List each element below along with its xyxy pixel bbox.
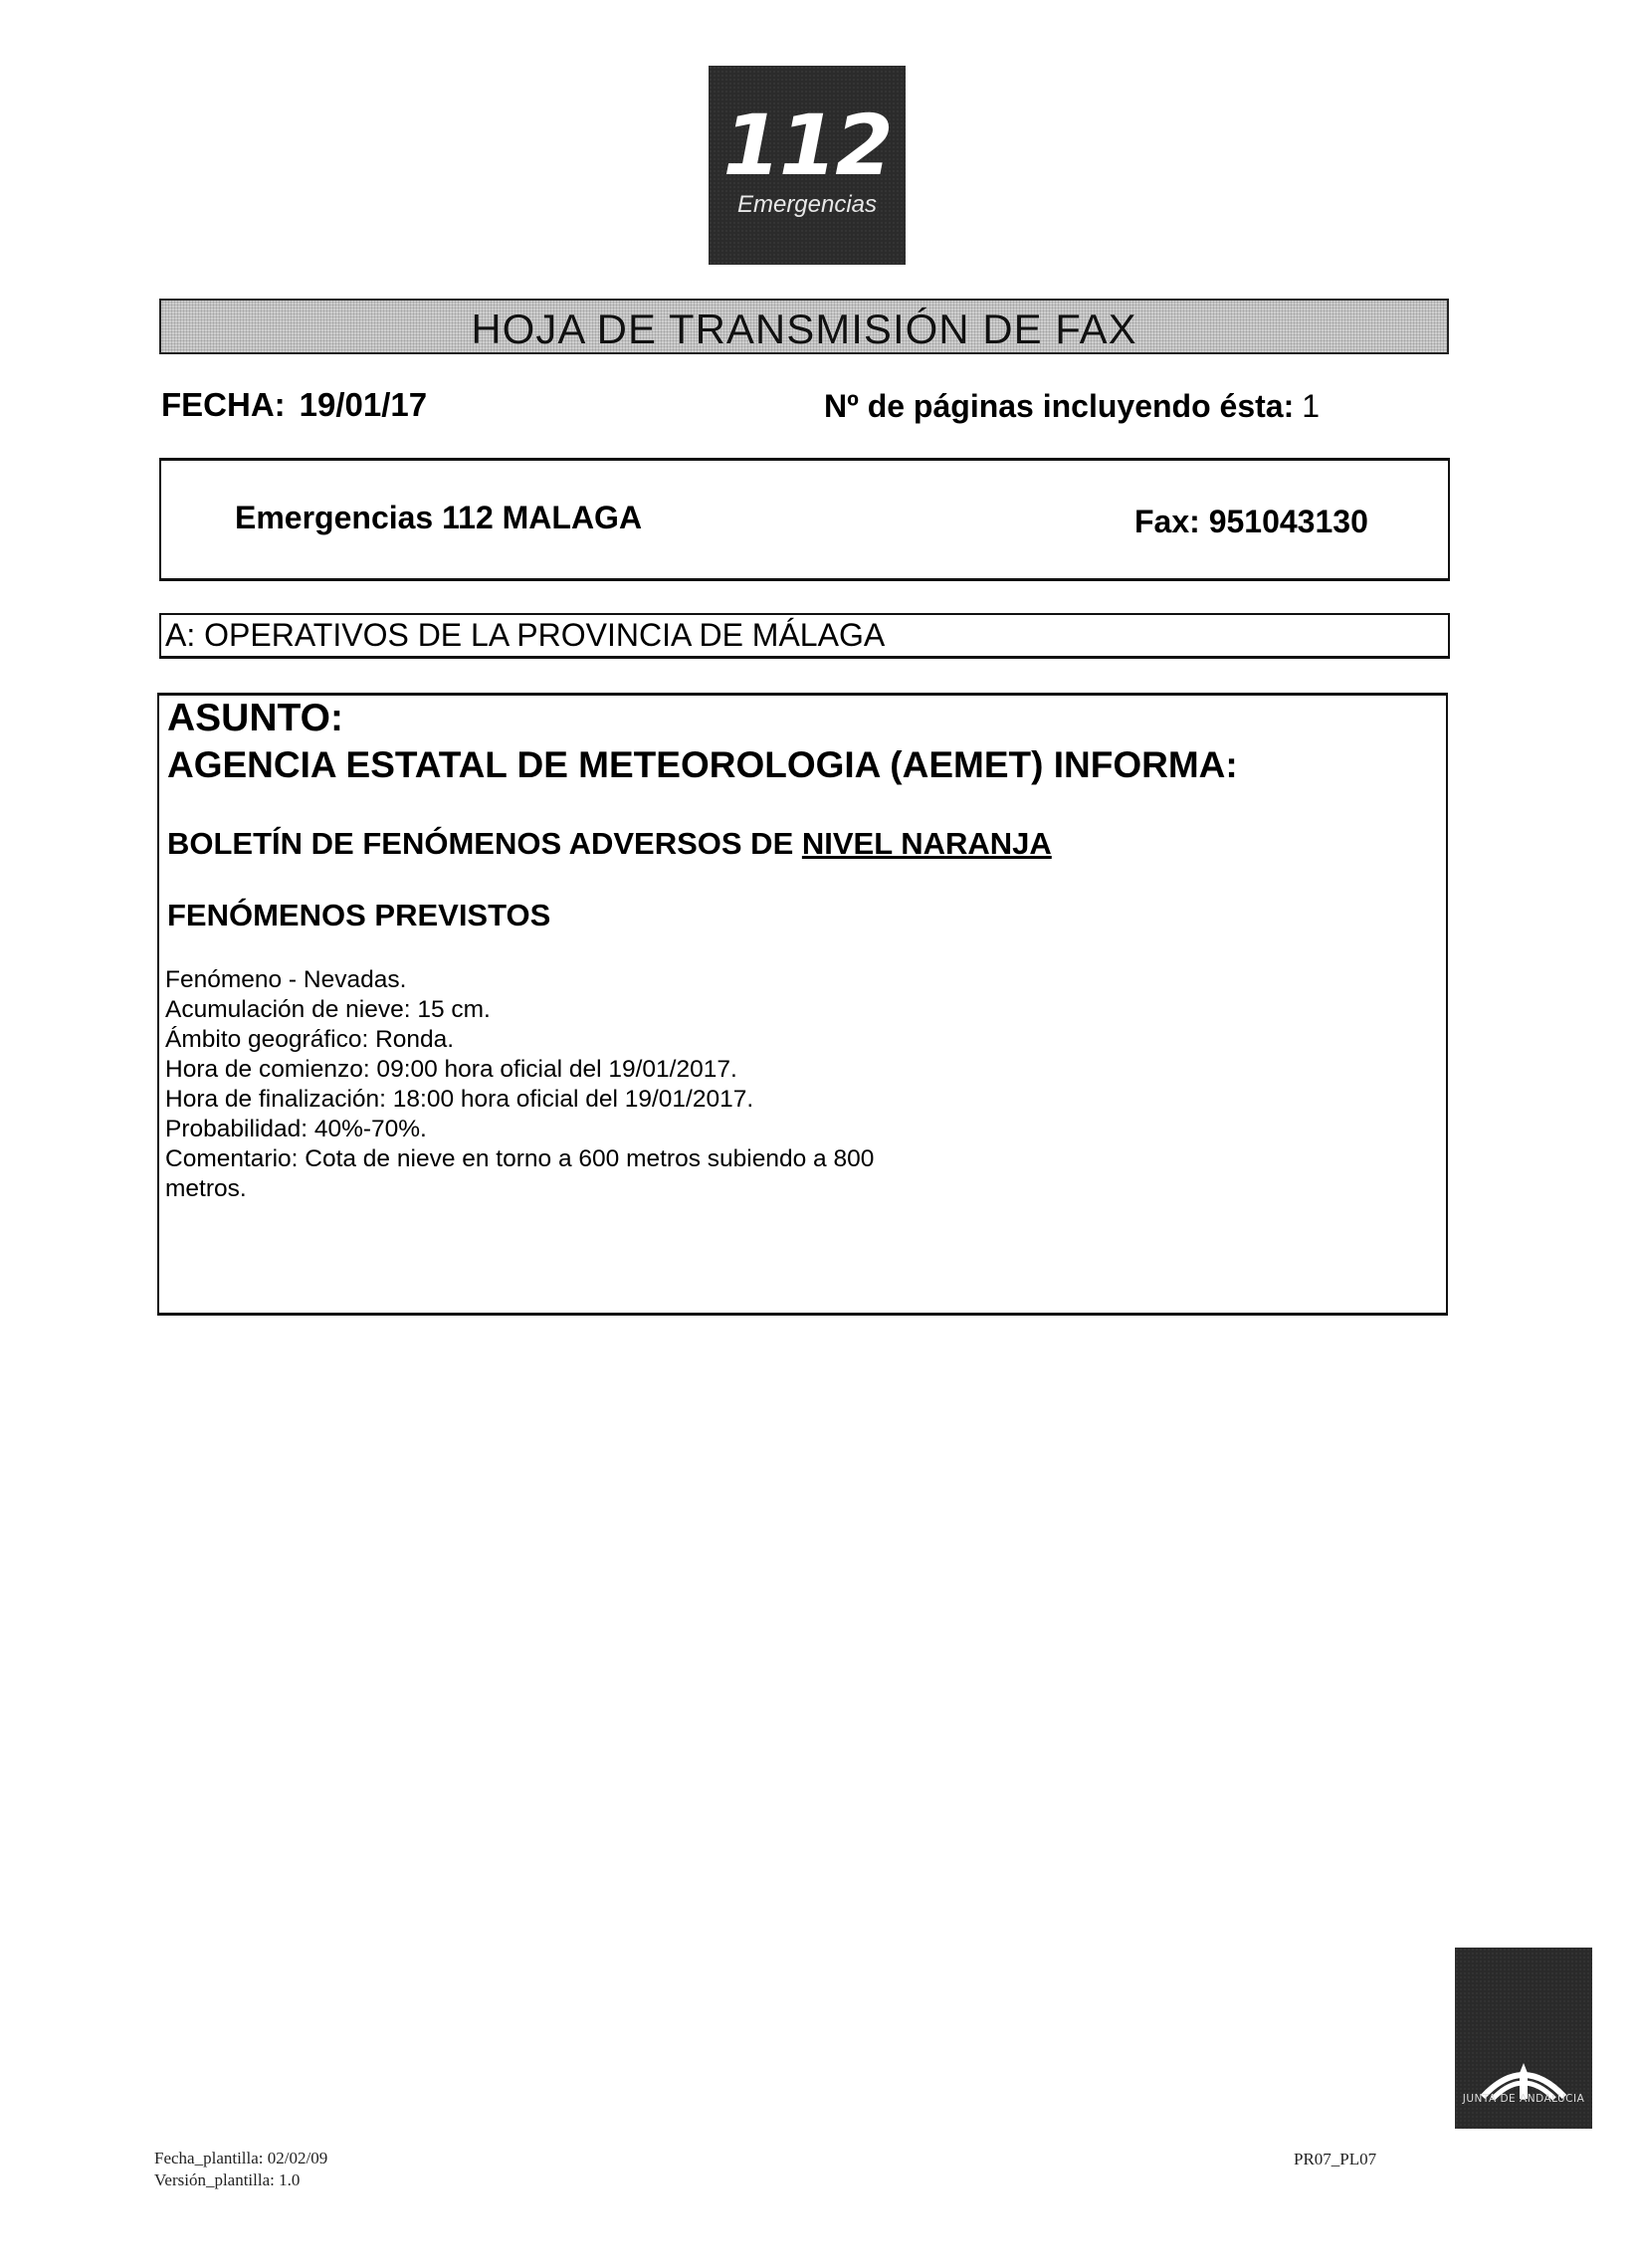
- page-count-label: Nº de páginas incluyendo ésta:: [824, 388, 1295, 424]
- detail-line: Probabilidad: 40%-70%.: [165, 1116, 427, 1142]
- agency-heading: AGENCIA ESTATAL DE METEOROLOGIA (AEMET) INFORMA:: [167, 744, 1238, 785]
- logo-number: 112: [722, 97, 892, 194]
- document-title: HOJA DE TRANSMISIÓN DE FAX: [471, 306, 1137, 352]
- date-value: 19/01/17: [299, 386, 428, 423]
- detail-line: Fenómeno - Nevadas.: [165, 966, 407, 993]
- detail-line: Comentario: Cota de nieve en torno a 600 metros subiendo a 800: [165, 1145, 875, 1172]
- subject-heading: ASUNTO:: [167, 697, 343, 739]
- junta-andalucia-logo: [1455, 1948, 1592, 2129]
- detail-line: Hora de finalización: 18:00 hora oficial del 19/01/2017.: [165, 1086, 754, 1113]
- detail-line: Ámbito geográfico: Ronda.: [165, 1026, 455, 1053]
- logo-subtitle: Emergencias: [736, 191, 878, 218]
- detail-line: metros.: [165, 1175, 247, 1202]
- date-field: [161, 386, 427, 424]
- bulletin-level: NIVEL NARANJA: [801, 826, 1052, 861]
- page-count-field: [824, 388, 1320, 425]
- template-date: Fecha_plantilla: 02/02/09: [154, 2149, 328, 2167]
- sender-name: Emergencias 112 MALAGA: [235, 500, 643, 535]
- template-version: Versión_plantilla: 1.0: [154, 2170, 301, 2189]
- junta-logo-text: JUNTA DE ANDALUCIA: [1462, 2093, 1585, 2105]
- emergencias-112-logo: [709, 66, 906, 265]
- detail-line: Hora de comienzo: 09:00 hora oficial del 19/01/2017.: [165, 1056, 737, 1083]
- bulletin-prefix: BOLETÍN DE FENÓMENOS ADVERSOS DE: [167, 826, 794, 861]
- recipient-text: A: OPERATIVOS DE LA PROVINCIA DE MÁLAGA: [165, 617, 886, 653]
- sender-fax: Fax: 951043130: [1134, 504, 1368, 539]
- document-title-banner: [159, 299, 1449, 354]
- page-count-value: 1: [1302, 388, 1321, 424]
- phenomena-details: [165, 965, 1061, 1204]
- template-info: [154, 2148, 327, 2191]
- document-code: PR07_PL07: [1294, 2150, 1377, 2168]
- bulletin-heading: [167, 826, 1052, 862]
- phenomena-heading: FENÓMENOS PREVISTOS: [167, 898, 551, 932]
- date-label: FECHA:: [161, 386, 286, 423]
- detail-line: Acumulación de nieve: 15 cm.: [165, 996, 491, 1023]
